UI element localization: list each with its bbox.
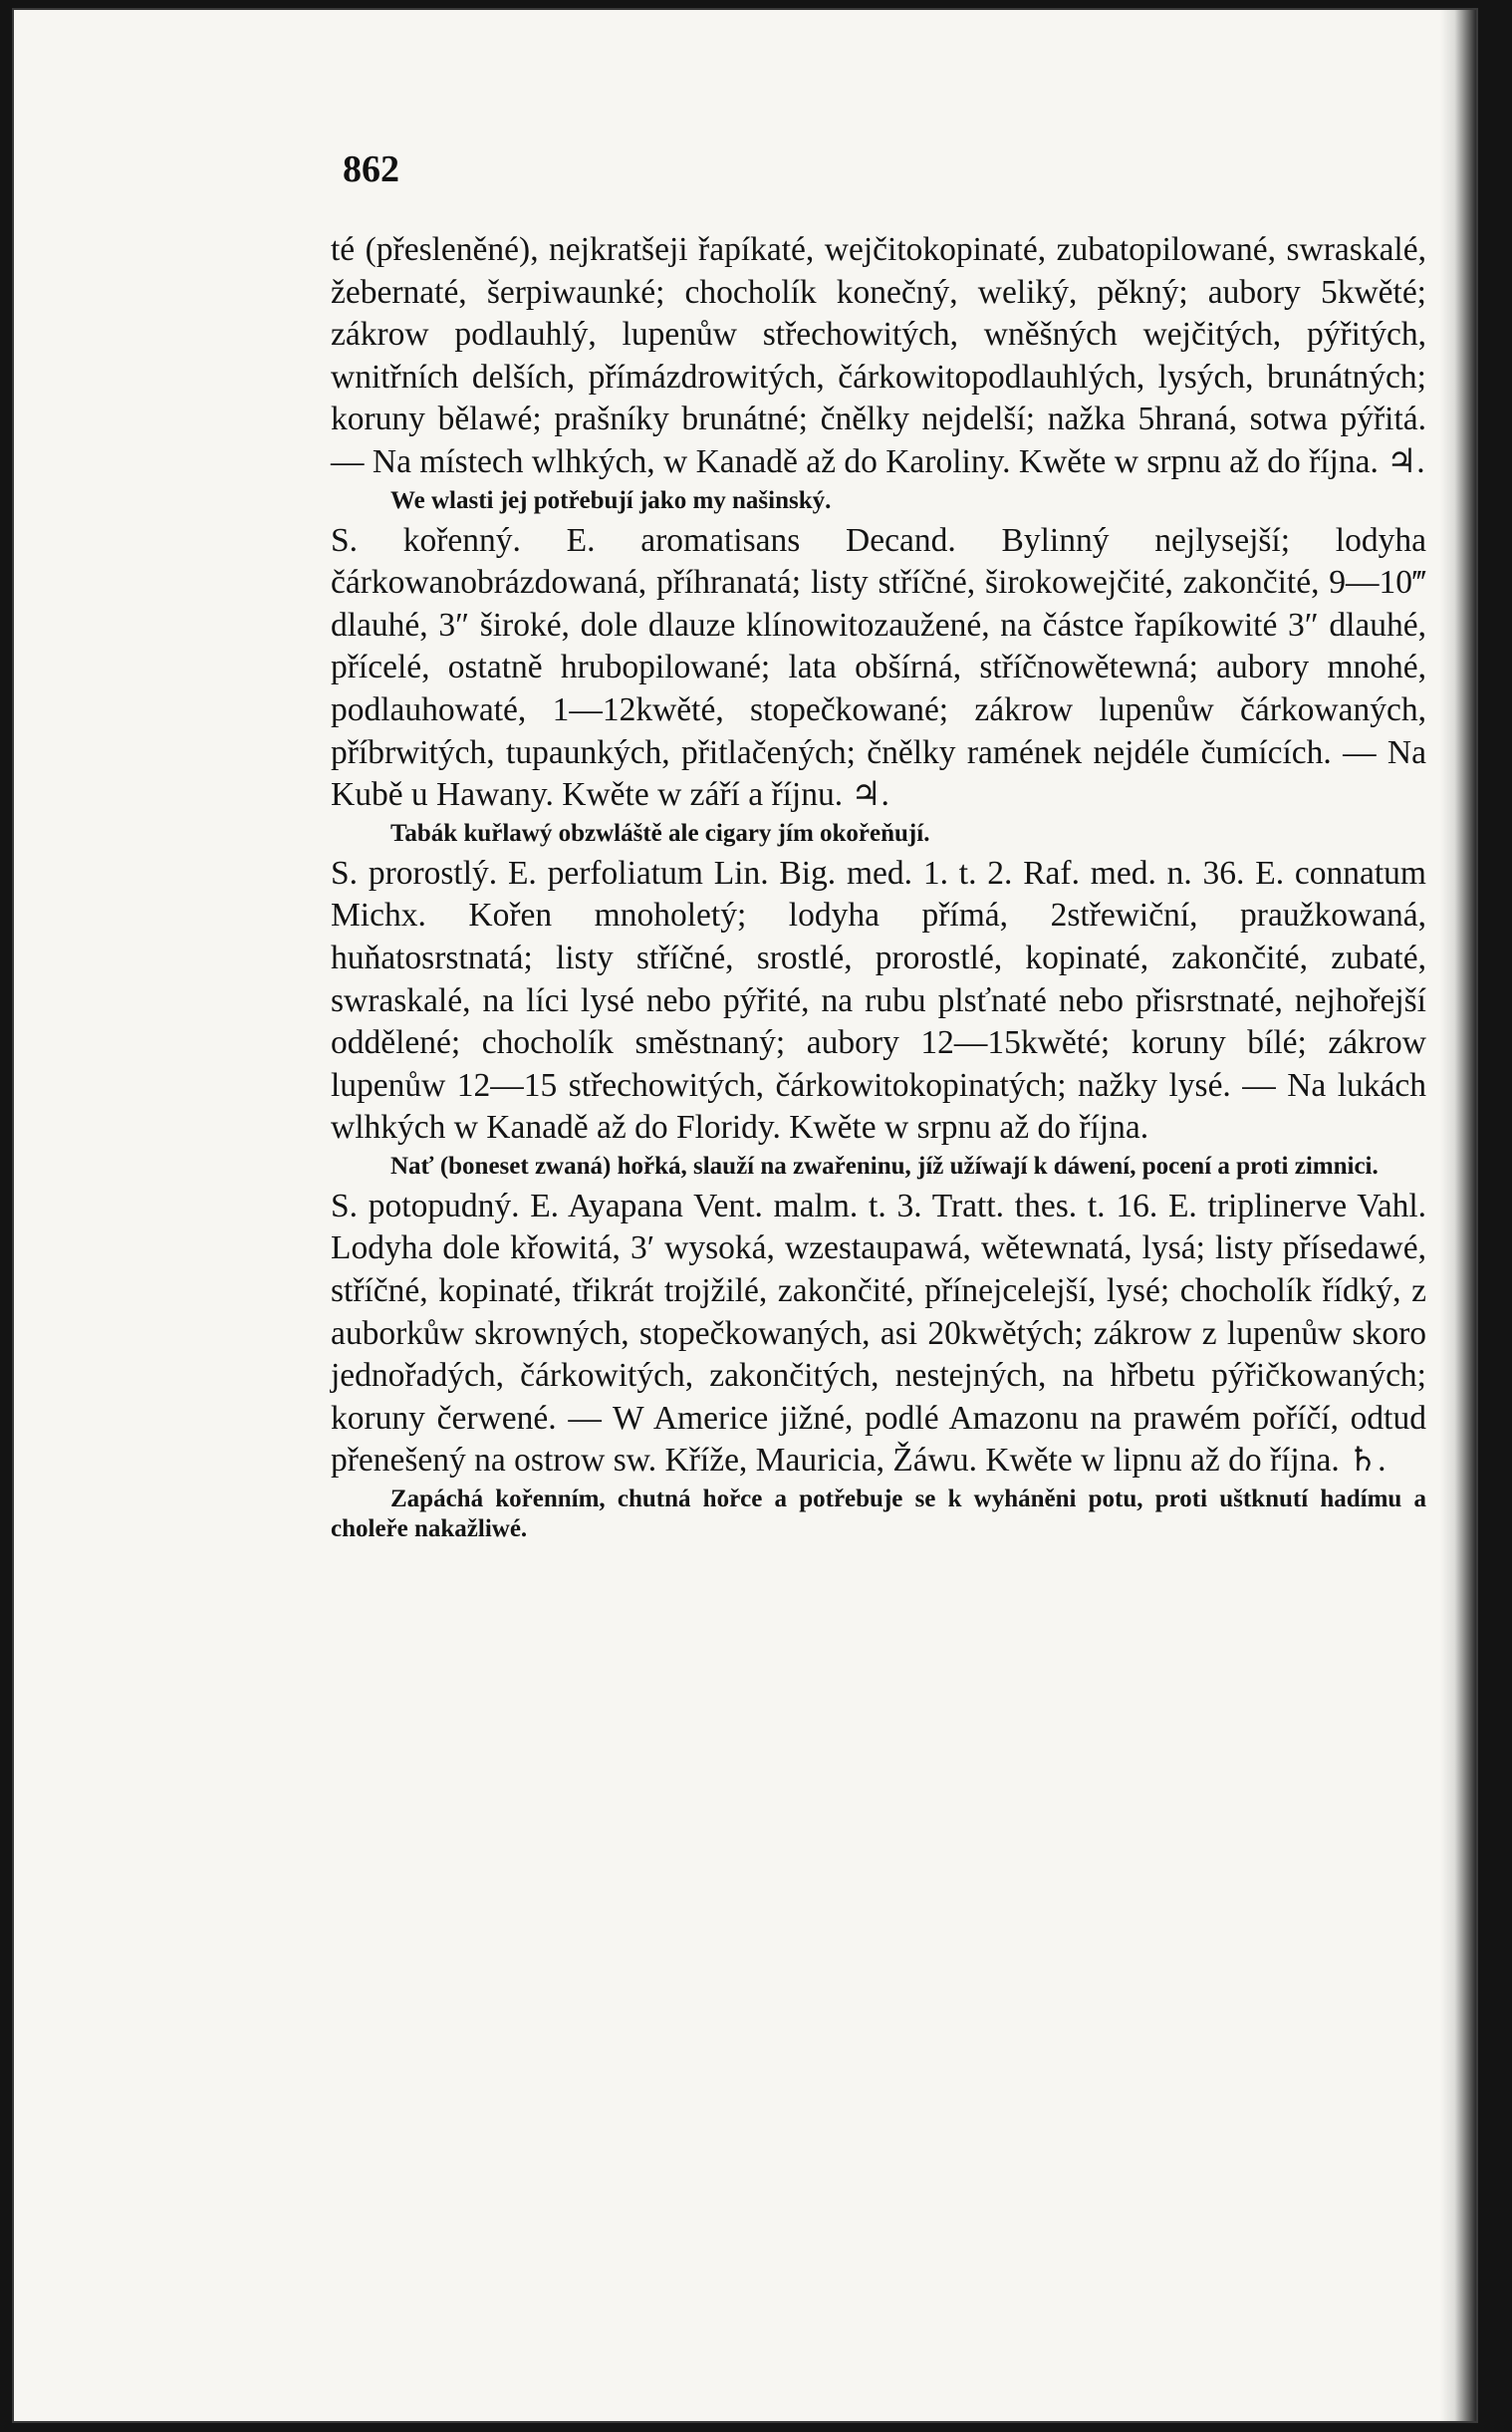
page-edge-shadow	[1440, 10, 1476, 2421]
species-entry-ayapana: S. potopudný. E. Ayapana Vent. malm. t. 3. Tratt. thes. t. 16. E. triplinerve Vahl. Lodyha dole křowitá, 3′ wysoká, wzestaupawá, wětewnatá, lysá; listy přísedawé, stříčné, kopinaté, třikrát trojžilé, zakončité, přínejcelejší, lysé; chocholík řídký, z auborkůw skrowných, stopečkowaných, asi 20kwětých; zákrow z lupenůw skoro jednořadých, čárkowitých, zakončitých, nestejných, na hřbetu pýřičkowaných; koruny čerwené. — W Americe jižné, podlé Amazonu na prawém poříčí, odtud přenešený na ostrow sw. Kříže, Mauricia, Žáwu. Kwěte w lipnu až do října. ♄.	[331, 1187, 1426, 1480]
usage-note: Zapáchá kořenním, chutná hořce a potřebuje se k wyháněni potu, proti uštknutí hadímu a choleře nakažliwé.	[331, 1486, 1426, 1543]
book-page	[14, 10, 1476, 2421]
usage-note: We wlasti jej potřebují jako my našinský.	[390, 486, 832, 514]
paragraph-continuation: té (přesleněné), nejkratšeji řapíkaté, wejčitokopinaté, zubatopilowané, swraskalé, žebernaté, šerpiwaunké; chocholík konečný, weliký, pěkný; aubory 5kwěté; zákrow podlauhlý, lupenůw střechowitých, wněšných wejčitých, pýřitých, wnitřních delších, přímázdrowitých, čárkowitopodlauhlých, lysých, brunátných; koruny bělawé; prašníky brunátné; čnělky nejdelší; nažka 5hraná, sotwa pýřitá. — Na místech wlhkých, w Kanadě až do Karoliny. Kwěte w srpnu až do října. ♃.	[331, 231, 1426, 480]
species-entry-aromatisans: S. kořenný. E. aromatisans Decand. Bylinný nejlysejší; lodyha čárkowanobrázdowaná, příhranatá; listy stříčné, širokowejčité, zakončité, 9—10‴ dlauhé, 3″ široké, dole dlauze klínowitozaužené, na částce řapíkowité 3″ dlauhé, přícelé, ostatně hrubopilowané; lata obšírná, stříčnowětewná; aubory mnohé, podlauhowaté, 1—12kwěté, stopečkowané; zákrow lupenůw čárkowaných, příbrwitých, tupaunkých, přitlačených; čnělky ramének nejdéle čumících. — Na Kubě u Hawany. Kwěte w září a říjnu. ♃.	[331, 521, 1426, 814]
page-content	[331, 229, 1426, 1548]
species-entry-perfoliatum: S. prorostlý. E. perfoliatum Lin. Big. med. 1. t. 2. Raf. med. n. 36. E. connatum Michx. Kořen mnoholetý; lodyha přímá, 2střewiční, praužkowaná, huňatosrstnatá; listy stříčné, srostlé, prorostlé, kopinaté, zakončité, zubaté, swraskalé, na líci lysé nebo pýřité, na rubu plsťnaté nebo přisrstnaté, nejhořejší oddělené; chocholík směstnaný; aubory 12—15kwěté; koruny bílé; zákrow lupenůw 12—15 střechowitých, čárkowitokopinatých; nažky lysé. — Na lukách wlhkých w Kanadě až do Floridy. Kwěte w srpnu až do října.	[331, 854, 1426, 1147]
usage-note: Nať (boneset zwaná) hořká, slauží na zwařeninu, jíž užíwají k dáwení, pocení a proti zimnici.	[390, 1152, 1379, 1180]
usage-note: Tabák kuřlawý obzwláště ale cigary jím okořeňují.	[390, 819, 930, 847]
page-number: 862	[343, 148, 399, 190]
